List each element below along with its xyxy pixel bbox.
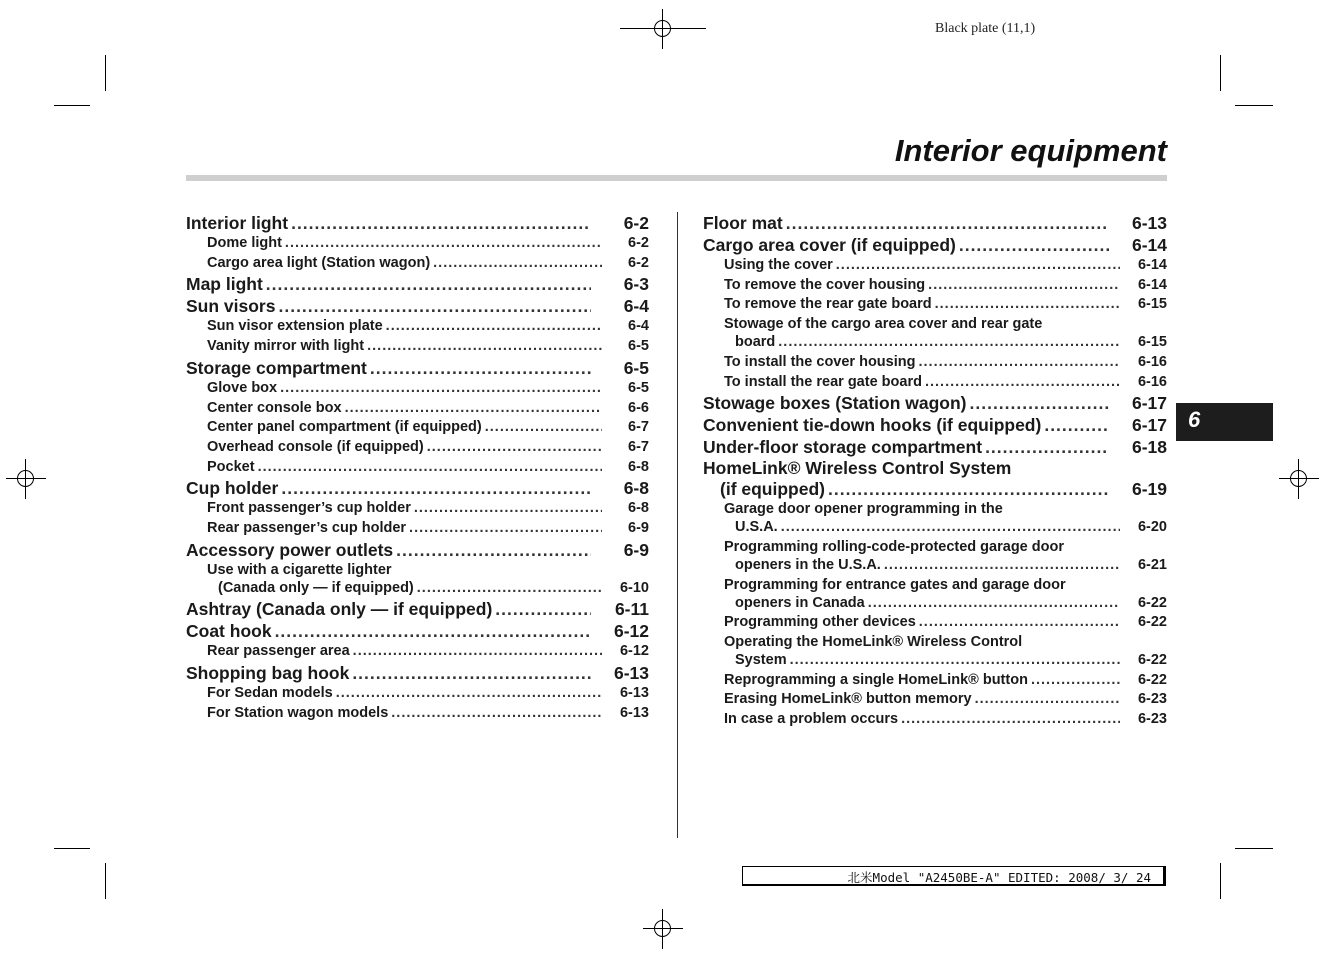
footer-edit-info: 北米Model "A2450BE-A" EDITED: 2008/ 3/ 24 <box>847 870 1151 885</box>
toc-entry-page: 6-12 <box>613 621 649 642</box>
toc-leader-dots <box>409 519 602 539</box>
toc-entry-label: openers in Canada <box>735 594 865 611</box>
toc-entry-page: 6-17 <box>1131 415 1167 436</box>
toc-subsection-entry[interactable] <box>186 379 649 399</box>
toc-entry-label: To install the rear gate board <box>724 373 922 390</box>
toc-leader-dots <box>396 539 591 561</box>
toc-entry-label: Overhead console (if equipped) <box>207 438 424 455</box>
toc-entry-page: 6-14 <box>1137 276 1167 293</box>
title-rule <box>186 175 1167 181</box>
toc-subsection-entry[interactable] <box>703 710 1167 730</box>
toc-entry-page: 6-15 <box>1137 334 1167 351</box>
toc-subsection-entry[interactable] <box>703 539 1167 576</box>
toc-entry-page: 6-11 <box>614 599 649 620</box>
toc-leader-dots <box>828 478 1109 500</box>
toc-leader-dots <box>495 598 591 620</box>
toc-leader-dots <box>781 518 1120 538</box>
toc-section-entry[interactable] <box>703 392 1167 414</box>
toc-entry-label: Rear passenger area <box>207 643 350 660</box>
toc-leader-dots <box>266 273 591 295</box>
toc-leader-dots <box>281 477 591 499</box>
toc-entry-label: Floor mat <box>703 213 783 233</box>
toc-entry-label: Ashtray (Canada only — if equipped) <box>186 599 493 620</box>
toc-entry-label: To install the cover housing <box>724 353 916 370</box>
footer-edit-box <box>742 866 1166 886</box>
toc-entry-label: For Station wagon models <box>207 704 389 721</box>
crop-mark <box>1235 105 1273 106</box>
toc-entry-label: Cargo area cover (if equipped) <box>703 235 956 255</box>
toc-entry-page: 6-19 <box>1131 479 1167 500</box>
toc-entry-page: 6-5 <box>628 338 649 355</box>
toc-leader-dots <box>370 357 591 379</box>
toc-entry-page: 6-3 <box>623 274 649 295</box>
toc-leader-dots <box>414 499 602 519</box>
toc-entry-page: 6-9 <box>628 520 649 537</box>
toc-entry-label: Front passenger’s cup holder <box>207 500 411 517</box>
toc-entry-label: Vanity mirror with light <box>207 338 365 355</box>
toc-entry-label: In case a problem occurs <box>724 711 899 728</box>
toc-section-entry[interactable] <box>186 539 649 561</box>
toc-leader-dots <box>352 662 591 684</box>
toc-leader-dots <box>367 337 602 357</box>
toc-entry-label: Storage compartment <box>186 357 367 378</box>
toc-entry-page: 6-13 <box>619 704 649 721</box>
toc-subsection-entry[interactable] <box>186 317 649 337</box>
toc-leader-dots <box>975 690 1120 710</box>
chapter-title: Interior equipment <box>894 133 1167 168</box>
toc-entry-page: 6-8 <box>628 500 649 517</box>
toc-entry-page: 6-16 <box>1137 373 1167 390</box>
toc-entry-label-line1: Garage door opener programming in the <box>724 501 1003 518</box>
toc-leader-dots <box>291 212 591 234</box>
toc-section-entry[interactable] <box>703 212 1167 234</box>
toc-entry-page: 6-23 <box>1137 691 1167 708</box>
toc-entry-page: 6-8 <box>623 478 649 499</box>
toc-subsection-entry[interactable] <box>186 438 649 458</box>
toc-subsection-entry[interactable] <box>186 418 649 438</box>
toc-leader-dots <box>336 684 602 704</box>
toc-subsection-entry[interactable] <box>703 613 1167 633</box>
toc-entry-label: Pocket <box>207 458 255 475</box>
toc-subsection-entry[interactable] <box>186 234 649 254</box>
toc-subsection-entry[interactable] <box>186 562 649 599</box>
toc-section-entry[interactable] <box>703 414 1167 436</box>
toc-leader-dots <box>391 704 602 724</box>
crop-mark <box>54 848 90 849</box>
toc-entry-page: 6-15 <box>1137 296 1167 313</box>
toc-subsection-entry[interactable] <box>186 337 649 357</box>
crop-mark <box>105 55 106 91</box>
toc-entry-label: Map light <box>186 274 263 295</box>
toc-leader-dots <box>1031 671 1120 691</box>
toc-leader-dots <box>884 556 1120 576</box>
toc-entry-page: 6-5 <box>623 357 649 378</box>
toc-subsection-entry[interactable] <box>703 577 1167 614</box>
toc-leader-dots <box>959 234 1109 256</box>
toc-entry-label: Stowage boxes (Station wagon) <box>703 393 967 414</box>
toc-entry-page: 6-17 <box>1131 393 1167 414</box>
toc-subsection-entry[interactable] <box>186 684 649 704</box>
toc-entry-label: Sun visors <box>186 296 276 317</box>
toc-entry-label: Interior light <box>186 213 289 233</box>
toc-section-entry[interactable] <box>703 459 1167 500</box>
toc-entry-page: 6-23 <box>1137 711 1167 728</box>
toc-entry-page: 6-4 <box>628 318 649 335</box>
toc-leader-dots <box>433 254 602 274</box>
toc-entry-label: Erasing HomeLink® button memory <box>724 691 972 708</box>
toc-entry-label: Shopping bag hook <box>186 663 350 684</box>
toc-entry-label: Center console box <box>207 399 342 416</box>
toc-entry-page: 6-21 <box>1137 556 1167 573</box>
toc-leader-dots <box>285 234 602 254</box>
toc-section-entry[interactable] <box>186 620 649 642</box>
toc-entry-label: To remove the cover housing <box>724 276 926 293</box>
toc-leader-dots <box>345 399 602 419</box>
toc-entry-label: For Sedan models <box>207 685 333 702</box>
toc-entry-page: 6-16 <box>1137 353 1167 370</box>
toc-entry-page: 6-22 <box>1137 594 1167 611</box>
toc-leader-dots <box>417 579 602 599</box>
crop-mark <box>105 863 106 899</box>
toc-entry-page: 6-13 <box>619 685 649 702</box>
crop-mark <box>1235 848 1273 849</box>
toc-entry-page: 6-22 <box>1137 671 1167 688</box>
toc-entry-label: System <box>735 652 787 669</box>
toc-entry-label: U.S.A. <box>735 519 778 536</box>
crop-mark <box>1220 55 1221 91</box>
toc-subsection-entry[interactable] <box>186 519 649 539</box>
toc-entry-label: To remove the rear gate board <box>724 296 932 313</box>
toc-entry-label: openers in the U.S.A. <box>735 556 881 573</box>
toc-entry-page: 6-5 <box>628 379 649 396</box>
toc-leader-dots <box>790 651 1120 671</box>
toc-entry-page: 6-2 <box>628 254 649 271</box>
toc-leader-dots <box>970 392 1110 414</box>
crop-mark <box>1220 863 1221 899</box>
toc-section-entry[interactable] <box>186 273 649 295</box>
toc-leader-dots <box>836 256 1120 276</box>
toc-right-column <box>703 212 1167 730</box>
toc-entry-page: 6-4 <box>623 296 649 317</box>
toc-entry-page: 6-6 <box>628 399 649 416</box>
toc-leader-dots <box>778 333 1120 353</box>
registration-mark-top <box>643 9 683 49</box>
toc-section-entry[interactable] <box>186 477 649 499</box>
toc-entry-page: 6-8 <box>628 458 649 475</box>
toc-leader-dots <box>919 613 1120 633</box>
toc-subsection-entry[interactable] <box>186 458 649 478</box>
toc-entry-label: Glove box <box>207 379 278 396</box>
toc-entry-label: Cargo area light (Station wagon) <box>207 254 431 271</box>
toc-subsection-entry[interactable] <box>703 316 1167 353</box>
toc-entry-page: 6-2 <box>628 235 649 251</box>
toc-section-entry[interactable] <box>186 357 649 379</box>
toc-subsection-entry[interactable] <box>186 499 649 519</box>
toc-left-column <box>186 212 649 724</box>
toc-subsection-entry[interactable] <box>703 256 1167 276</box>
toc-subsection-entry[interactable] <box>186 704 649 724</box>
toc-entry-page: 6-13 <box>1131 213 1167 233</box>
toc-entry-page: 6-20 <box>1137 519 1167 536</box>
toc-leader-dots <box>485 418 602 438</box>
chapter-tab[interactable] <box>1176 403 1273 441</box>
toc-leader-dots <box>925 373 1120 393</box>
toc-entry-label: Center panel compartment (if equipped) <box>207 419 482 436</box>
toc-entry-label: Programming other devices <box>724 614 916 631</box>
toc-entry-label: Reprogramming a single HomeLink® button <box>724 671 1028 688</box>
toc-subsection-entry[interactable] <box>703 353 1167 373</box>
toc-entry-page: 6-22 <box>1137 614 1167 631</box>
toc-subsection-entry[interactable] <box>186 399 649 419</box>
toc-entry-page: 6-2 <box>623 213 649 233</box>
toc-entry-label: Under-floor storage compartment <box>703 437 983 458</box>
toc-section-entry[interactable] <box>186 598 649 620</box>
toc-entry-label: Using the cover <box>724 257 833 273</box>
toc-entry-label: (Canada only — if equipped) <box>218 579 414 596</box>
toc-leader-dots <box>258 458 602 478</box>
toc-leader-dots <box>353 642 602 662</box>
toc-section-entry[interactable] <box>186 212 649 234</box>
toc-entry-page: 6-9 <box>623 539 649 560</box>
toc-subsection-entry[interactable] <box>703 634 1167 671</box>
toc-leader-dots <box>786 212 1109 234</box>
toc-subsection-entry[interactable] <box>703 373 1167 393</box>
toc-entry-label: Convenient tie-down hooks (if equipped) <box>703 415 1042 436</box>
toc-entry-label: Accessory power outlets <box>186 539 394 560</box>
toc-leader-dots <box>386 317 602 337</box>
toc-subsection-entry[interactable] <box>186 254 649 274</box>
toc-leader-dots <box>278 295 591 317</box>
toc-subsection-entry[interactable] <box>703 671 1167 691</box>
registration-mark-left <box>6 459 46 499</box>
chapter-number: 6 <box>1188 407 1201 432</box>
toc-entry-label-line1: Programming for entrance gates and garage door <box>724 576 1066 593</box>
toc-entry-label: Rear passenger’s cup holder <box>207 520 407 537</box>
toc-subsection-entry[interactable] <box>703 295 1167 315</box>
toc-entry-page: 6-7 <box>628 438 649 455</box>
toc-subsection-entry[interactable] <box>703 690 1167 710</box>
toc-entry-page: 6-12 <box>619 643 649 660</box>
plate-info: Black plate (11,1) <box>935 21 1036 36</box>
toc-entry-page: 6-22 <box>1137 652 1167 669</box>
toc-entry-label: Sun visor extension plate <box>207 318 383 335</box>
toc-entry-label-line1: Use with a cigarette lighter <box>207 561 392 578</box>
registration-mark-bottom <box>643 909 683 949</box>
toc-subsection-entry[interactable] <box>703 501 1167 538</box>
column-divider <box>677 212 678 838</box>
toc-leader-dots <box>928 276 1120 296</box>
toc-entry-label-line1: Stowage of the cargo area cover and rear gate <box>724 316 1043 333</box>
registration-mark-right <box>1279 459 1319 499</box>
toc-entry-label-line1: Operating the HomeLink® Wireless Control <box>724 634 1023 651</box>
toc-entry-label: (if equipped) <box>720 479 825 500</box>
toc-entry-label-line1: HomeLink® Wireless Control System <box>703 458 1012 479</box>
toc-leader-dots <box>918 353 1120 373</box>
toc-leader-dots <box>280 379 602 399</box>
toc-entry-label-line1: Programming rolling-code-protected garage door <box>724 538 1064 555</box>
toc-entry-page: 6-10 <box>619 579 649 596</box>
toc-entry-label: Coat hook <box>186 621 272 642</box>
toc-entry-page: 6-7 <box>628 419 649 436</box>
toc-section-entry[interactable] <box>186 295 649 317</box>
toc-leader-dots <box>427 438 602 458</box>
toc-leader-dots <box>901 710 1120 730</box>
toc-subsection-entry[interactable] <box>186 642 649 662</box>
toc-entry-page: 6-18 <box>1131 437 1167 458</box>
toc-leader-dots <box>1044 414 1109 436</box>
toc-entry-label: board <box>735 334 776 351</box>
crop-mark <box>54 105 90 106</box>
toc-leader-dots <box>985 436 1109 458</box>
toc-leader-dots <box>275 620 591 642</box>
toc-entry-label: Dome light <box>207 235 282 251</box>
toc-entry-label: Cup holder <box>186 478 279 499</box>
toc-leader-dots <box>868 594 1120 614</box>
toc-section-entry[interactable] <box>703 234 1167 256</box>
toc-entry-page: 6-14 <box>1137 257 1167 273</box>
toc-leader-dots <box>935 295 1120 315</box>
toc-subsection-entry[interactable] <box>703 276 1167 296</box>
toc-section-entry[interactable] <box>703 436 1167 458</box>
toc-entry-page: 6-14 <box>1131 235 1167 255</box>
toc-section-entry[interactable] <box>186 662 649 684</box>
toc-entry-page: 6-13 <box>613 663 649 684</box>
